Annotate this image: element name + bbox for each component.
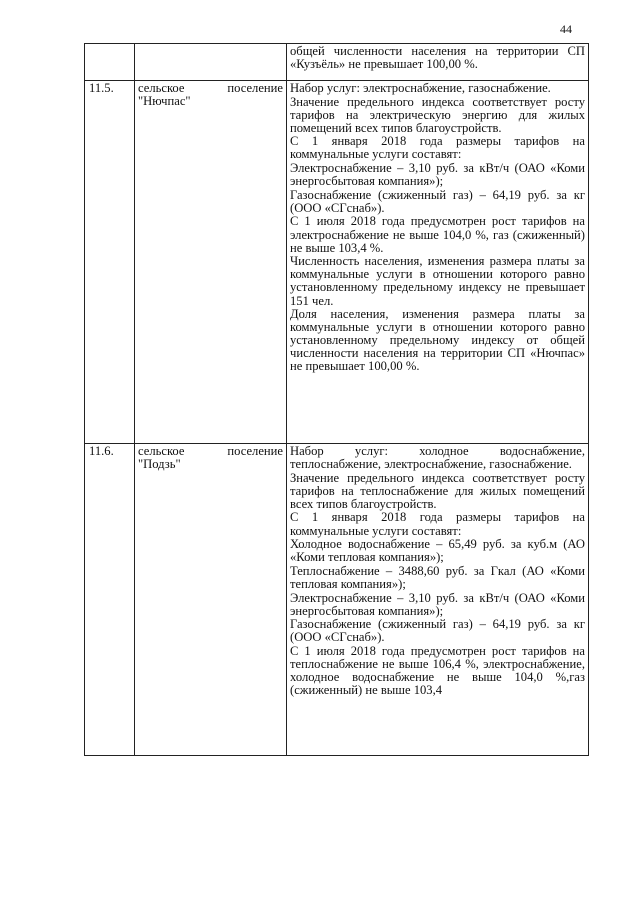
table-row: [85, 44, 589, 81]
description-cell: [287, 81, 589, 444]
paragraph: Теплоснабжение – 3488,60 руб. за Гкал (АО «Коми тепловая компания»);: [290, 563, 585, 591]
paragraph: Холодное водоснабжение – 65,49 руб. за куб.м (АО «Коми тепловая компания»);: [290, 537, 585, 565]
paragraph: Набор услуг: холодное водоснабжение, теплоснабжение, электроснабжение, газоснабжение.: [290, 444, 585, 472]
table-row: [85, 444, 589, 756]
paragraph: общей численности населения на территории СП «Кузъёль» не превышает 100,00 %.: [290, 44, 585, 72]
row-number-cell: [85, 44, 135, 81]
paragraph: Доля населения, изменения размера платы за коммунальные услуги в отношении которого равно установленному предельному индексу от общей численности населения на территории СП «Нючпас» не превышает 100,00 %.: [290, 307, 585, 374]
description-cell: [287, 444, 589, 756]
paragraph: Численность населения, изменения размера платы за коммунальные услуги в отношении которого равно установленному предельному индексу не превышает 151 чел.: [290, 254, 585, 308]
tariff-table: [84, 43, 589, 756]
paragraph: С 1 января 2018 года размеры тарифов на коммунальные услуги составят:: [290, 510, 585, 538]
location-cell: [135, 44, 287, 81]
paragraph: Значение предельного индекса соответствует росту тарифов на электрическую энергию для жилых помещений всех типов благоустройств.: [290, 94, 585, 135]
paragraph: С 1 июля 2018 года предусмотрен рост тарифов на теплоснабжение не выше 106,4 %, электроснабжение, холодное водоснабжение не выше 104,0 %,газ (сжиженный) не выше 103,4: [290, 643, 585, 698]
paragraph: С 1 июля 2018 года предусмотрен рост тарифов на электроснабжение не выше 104,0 %, газ (сжиженный) не выше 103,4 %.: [290, 214, 585, 255]
description-cell: [287, 44, 589, 81]
paragraph: С 1 января 2018 года размеры тарифов на коммунальные услуги составят:: [290, 134, 585, 162]
location-type: сельское поселение: [138, 444, 283, 458]
location-cell: [135, 444, 287, 756]
location-type: сельское поселение: [138, 81, 283, 95]
location-name: "Нючпас": [138, 94, 191, 109]
page-number: 44: [560, 22, 572, 36]
paragraph: Газоснабжение (сжиженный газ) – 64,19 руб. за кг (ООО «СГснаб»).: [290, 187, 585, 215]
paragraph: Набор услуг: электроснабжение, газоснабжение.: [290, 81, 551, 95]
paragraph: Электроснабжение – 3,10 руб. за кВт/ч (ОАО «Коми энергосбытовая компания»);: [290, 161, 585, 189]
paragraph: Газоснабжение (сжиженный газ) – 64,19 руб. за кг (ООО «СГснаб»).: [290, 617, 585, 645]
location-name: "Подзь": [138, 457, 181, 472]
row-number-cell: 11.6.: [85, 444, 135, 756]
paragraph: Значение предельного индекса соответствует росту тарифов на теплоснабжение для жилых помещений всех типов благоустройств.: [290, 470, 585, 511]
location-cell: [135, 81, 287, 444]
table-row: [85, 81, 589, 444]
paragraph: Электроснабжение – 3,10 руб. за кВт/ч (ОАО «Коми энергосбытовая компания»);: [290, 590, 585, 618]
row-number-cell: 11.5.: [85, 81, 135, 444]
